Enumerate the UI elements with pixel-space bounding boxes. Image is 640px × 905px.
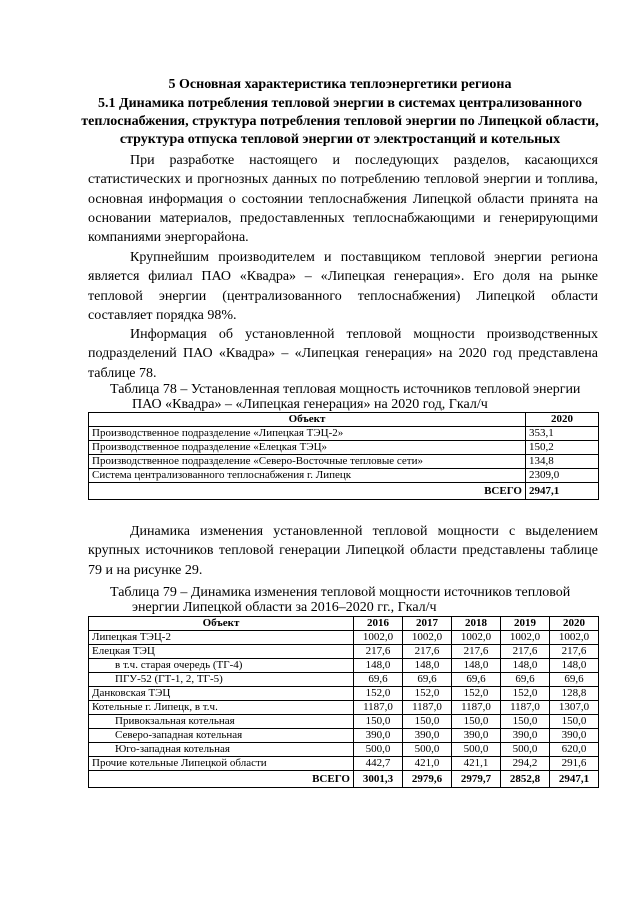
- table78-caption-line2: ПАО «Квадра» – «Липецкая генерация» на 2020 год, Гкал/ч: [132, 397, 488, 412]
- table-total-row: [89, 771, 599, 788]
- row-label: Привокзальная котельная: [89, 715, 354, 729]
- column-header: 2019: [501, 617, 550, 631]
- table-row: [89, 441, 599, 455]
- table-row: [89, 659, 599, 673]
- row-label: Данковская ТЭЦ: [89, 687, 354, 701]
- row-value: 217,6: [452, 645, 501, 659]
- row-value: 442,7: [354, 757, 403, 771]
- table-row: [89, 715, 599, 729]
- row-label: ПГУ-52 (ГТ-1, 2, ТГ-5): [89, 673, 354, 687]
- row-value: 217,6: [354, 645, 403, 659]
- column-header: 2018: [452, 617, 501, 631]
- row-value: 152,0: [403, 687, 452, 701]
- row-value: 150,0: [550, 715, 599, 729]
- row-label: Котельные г. Липецк, в т.ч.: [89, 701, 354, 715]
- row-label: Юго-западная котельная: [89, 743, 354, 757]
- row-value: 620,0: [550, 743, 599, 757]
- row-label: Северо-западная котельная: [89, 729, 354, 743]
- table-row: [89, 687, 599, 701]
- paragraph-1: При разработке настоящего и последующих разделов, касающихся статистических и прогнозных данных по потреблению тепловой энергии и топлива, основная информация о состоянии теплоснабжения Липецкой области принята на основании материалов, предоставленных теплоснабжающими и генерирующими компаниями энергорайона.: [88, 153, 598, 246]
- row-value: 291,6: [550, 757, 599, 771]
- row-value: 150,0: [501, 715, 550, 729]
- row-value: 500,0: [452, 743, 501, 757]
- row-label: Производственное подразделение «Северо-Восточные тепловые сети»: [89, 455, 526, 469]
- total-label: ВСЕГО: [89, 483, 526, 500]
- table79-caption-line1: Таблица 79 – Динамика изменения тепловой мощности источников тепловой: [110, 585, 571, 600]
- column-header: 2020: [526, 413, 599, 427]
- row-value: 150,0: [354, 715, 403, 729]
- table-row: [89, 469, 599, 483]
- table-header-row: [89, 413, 599, 427]
- row-value: 390,0: [354, 729, 403, 743]
- table-row: [89, 743, 599, 757]
- paragraph-4: Динамика изменения установленной тепловой мощности с выделением крупных источников тепловой генерации Липецкой области представлены таблице 79 и на рисунке 29.: [88, 524, 598, 578]
- row-value: 152,0: [354, 687, 403, 701]
- row-value: 390,0: [501, 729, 550, 743]
- total-value: 2852,8: [501, 771, 550, 788]
- column-header: 2020: [550, 617, 599, 631]
- column-header: 2016: [354, 617, 403, 631]
- row-label: Липецкая ТЭЦ-2: [89, 631, 354, 645]
- row-value: 128,8: [550, 687, 599, 701]
- row-value: 148,0: [403, 659, 452, 673]
- row-value: 1002,0: [354, 631, 403, 645]
- table-78: [88, 412, 599, 500]
- subsection-title: 5.1 Динамика потребления тепловой энергии в системах централизованного теплоснабжения, структура потребления тепловой энергии по Липецкой области, структура отпуска тепловой энергии от электростанций и котельных: [81, 96, 599, 147]
- row-value: 1187,0: [452, 701, 501, 715]
- total-value: 3001,3: [354, 771, 403, 788]
- row-value: 217,6: [550, 645, 599, 659]
- row-value: 217,6: [501, 645, 550, 659]
- total-value: 2947,1: [526, 483, 599, 500]
- total-value: 2979,7: [452, 771, 501, 788]
- row-value: 390,0: [452, 729, 501, 743]
- row-value: 152,0: [501, 687, 550, 701]
- column-header: Объект: [89, 617, 354, 631]
- row-value: 69,6: [501, 673, 550, 687]
- row-value: 1187,0: [354, 701, 403, 715]
- row-value: 148,0: [501, 659, 550, 673]
- table-79: [88, 616, 599, 788]
- column-header: Объект: [89, 413, 526, 427]
- row-value: 1187,0: [403, 701, 452, 715]
- row-value: 500,0: [501, 743, 550, 757]
- table-header-row: [89, 617, 599, 631]
- row-value: 152,0: [452, 687, 501, 701]
- table-row: [89, 757, 599, 771]
- row-value: 1002,0: [403, 631, 452, 645]
- row-value: 390,0: [550, 729, 599, 743]
- total-value: 2947,1: [550, 771, 599, 788]
- paragraph-3: Информация об установленной тепловой мощности производственных подразделений ПАО «Квадра» – «Липецкая генерация» на 2020 год представлена таблице 78.: [88, 327, 598, 381]
- paragraph-2: Крупнейшим производителем и поставщиком тепловой энергии региона является филиал ПАО «Квадра» – «Липецкая генерация». Его доля на рынке тепловой энергии (централизованного теплоснабжения) Липецкой области составляет порядка 98%.: [88, 250, 598, 323]
- row-value: 148,0: [354, 659, 403, 673]
- table-row: [89, 427, 599, 441]
- row-value: 69,6: [403, 673, 452, 687]
- table-row: [89, 701, 599, 715]
- table-row: [89, 631, 599, 645]
- row-value: 294,2: [501, 757, 550, 771]
- total-value: 2979,6: [403, 771, 452, 788]
- total-label: ВСЕГО: [89, 771, 354, 788]
- row-value: 390,0: [403, 729, 452, 743]
- row-value: 148,0: [452, 659, 501, 673]
- row-value: 1002,0: [501, 631, 550, 645]
- row-value: 150,0: [403, 715, 452, 729]
- section-title: 5 Основная характеристика теплоэнергетики региона: [168, 77, 512, 92]
- row-value: 1307,0: [550, 701, 599, 715]
- row-label: Елецкая ТЭЦ: [89, 645, 354, 659]
- row-value: 2309,0: [526, 469, 599, 483]
- row-value: 1187,0: [501, 701, 550, 715]
- row-value: 134,8: [526, 455, 599, 469]
- row-value: 1002,0: [550, 631, 599, 645]
- row-value: 69,6: [452, 673, 501, 687]
- column-header: 2017: [403, 617, 452, 631]
- row-label: Прочие котельные Липецкой области: [89, 757, 354, 771]
- row-label: Система централизованного теплоснабжения г. Липецк: [89, 469, 526, 483]
- row-value: 353,1: [526, 427, 599, 441]
- table-row: [89, 645, 599, 659]
- table-row: [89, 455, 599, 469]
- row-value: 500,0: [403, 743, 452, 757]
- row-value: 150,2: [526, 441, 599, 455]
- row-label: Производственное подразделение «Елецкая ТЭЦ»: [89, 441, 526, 455]
- row-value: 69,6: [354, 673, 403, 687]
- row-value: 500,0: [354, 743, 403, 757]
- table-total-row: [89, 483, 599, 500]
- row-value: 217,6: [403, 645, 452, 659]
- table78-caption-line1: Таблица 78 – Установленная тепловая мощность источников тепловой энергии: [110, 382, 581, 397]
- row-value: 1002,0: [452, 631, 501, 645]
- table-row: [89, 673, 599, 687]
- row-label: Производственное подразделение «Липецкая ТЭЦ-2»: [89, 427, 526, 441]
- row-label: в т.ч. старая очередь (ТГ-4): [89, 659, 354, 673]
- row-value: 148,0: [550, 659, 599, 673]
- row-value: 421,1: [452, 757, 501, 771]
- row-value: 150,0: [452, 715, 501, 729]
- row-value: 421,0: [403, 757, 452, 771]
- table79-caption-line2: энергии Липецкой области за 2016–2020 гг., Гкал/ч: [132, 600, 437, 615]
- row-value: 69,6: [550, 673, 599, 687]
- table-row: [89, 729, 599, 743]
